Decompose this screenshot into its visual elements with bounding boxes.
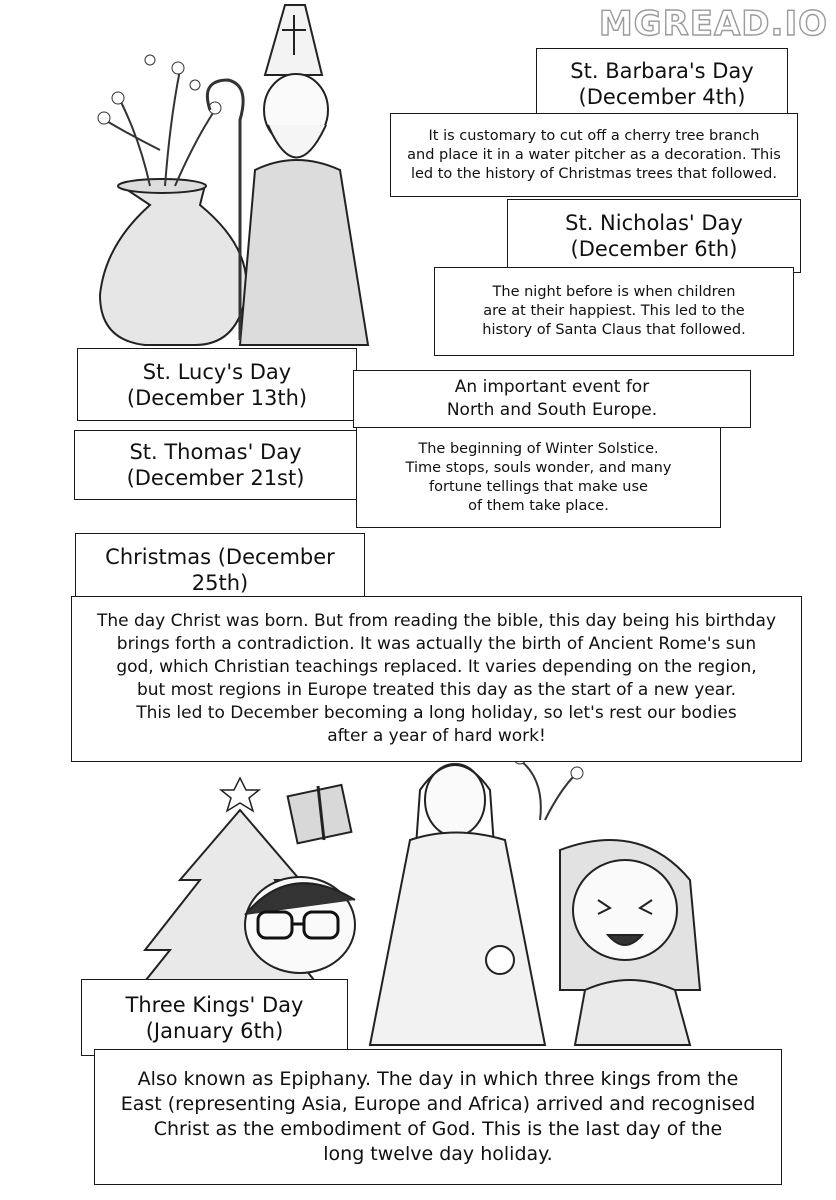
st-thomas-description-box: The beginning of Winter Solstice. Time stops, souls wonder, and many fortune tellings that make use of them take place. (356, 427, 721, 528)
st-barbara-title-box: St. Barbara's Day (December 4th) (536, 48, 788, 120)
st-thomas-title-box: St. Thomas' Day (December 21st) (74, 430, 357, 500)
st-lucy-description-box: An important event for North and South Europe. (353, 370, 751, 428)
st-nicholas-description-box: The night before is when children are at their happiest. This led to the history of Santa Claus that followed. (434, 267, 794, 356)
vase-illustration (98, 55, 247, 345)
girl-with-glasses-illustration (245, 877, 355, 973)
st-nicholas-title-box: St. Nicholas' Day (December 6th) (507, 199, 801, 273)
st-lucy-title-box: St. Lucy's Day (December 13th) (77, 348, 357, 421)
cheerful-girl-illustration (514, 752, 700, 1045)
christ-illustration (370, 764, 545, 1045)
christmas-description-box: The day Christ was born. But from reading the bible, this day being his birthday brings forth a contradiction. It was actually the birth of Ancient Rome's sun god, which Christian teachings replaced. It varies depending on the region, but most regions in Europe treated this day as the start of a new year. This led to December becoming a long holiday, so let's rest our bodies after a year of hard work! (71, 596, 802, 762)
christmas-title-box: Christmas (December 25th) (75, 533, 365, 606)
watermark-text: MGREAD.IO (598, 4, 828, 44)
gift-box-illustration (288, 785, 352, 843)
st-barbara-description-box: It is customary to cut off a cherry tree branch and place it in a water pitcher as a decoration. This led to the history of Christmas trees that followed. (390, 113, 798, 197)
three-kings-title-box: Three Kings' Day (January 6th) (81, 979, 348, 1056)
three-kings-description-box: Also known as Epiphany. The day in which three kings from the East (representing Asia, Europe and Africa) arrived and recognised Christ as the embodiment of God. This is the last day of the long twelve day holiday. (94, 1049, 782, 1185)
